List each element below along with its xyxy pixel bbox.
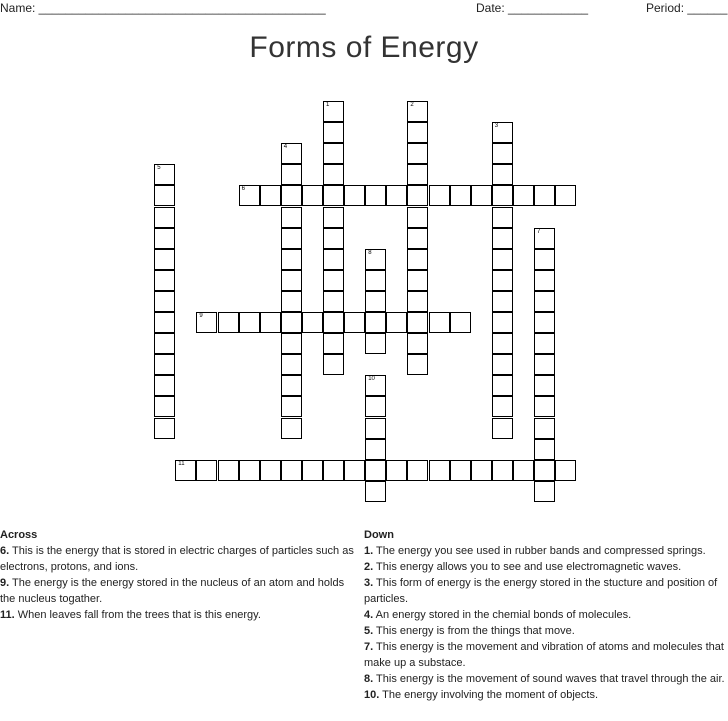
crossword-cell[interactable] [154, 333, 175, 354]
clue-down-5: 5. This energy is from the things that move. [364, 625, 575, 637]
crossword-cell[interactable] [302, 185, 323, 206]
crossword-cell[interactable] [281, 207, 302, 228]
crossword-cell[interactable] [407, 101, 428, 122]
crossword-cell[interactable] [407, 249, 428, 270]
crossword-cell[interactable] [323, 164, 344, 185]
crossword-cell[interactable] [450, 460, 471, 481]
crossword-cell[interactable] [555, 460, 576, 481]
clue-down-8: 8. This energy is the movement of sound waves that travel through the air. [364, 673, 725, 685]
clue-number: 3 [494, 123, 499, 130]
crossword-cell[interactable] [154, 249, 175, 270]
crossword-cell[interactable] [154, 228, 175, 249]
crossword-cell[interactable] [154, 164, 175, 185]
crossword-cell[interactable] [365, 333, 386, 354]
crossword-cell[interactable] [323, 270, 344, 291]
crossword-cell[interactable] [534, 396, 555, 417]
crossword-cell[interactable] [365, 418, 386, 439]
name-field: Name: ___________________________________________ [0, 1, 326, 15]
crossword-cell[interactable] [407, 460, 428, 481]
crossword-cell[interactable] [281, 460, 302, 481]
crossword-cell[interactable] [302, 312, 323, 333]
crossword-cell[interactable] [471, 185, 492, 206]
crossword-cell[interactable] [365, 249, 386, 270]
crossword-cell[interactable] [492, 270, 513, 291]
clue-across-6: 6. This is the energy that is stored in electric charges of particles such as electrons, protons, and ions. [0, 545, 354, 573]
crossword-cell[interactable] [492, 185, 513, 206]
across-clues [0, 527, 362, 623]
crossword-cell[interactable] [365, 270, 386, 291]
crossword-cell[interactable] [365, 439, 386, 460]
crossword-cell[interactable] [281, 354, 302, 375]
crossword-cell[interactable] [534, 354, 555, 375]
clue-down-10: 10. The energy involving the moment of objects. [364, 689, 598, 701]
clue-number: 7 [537, 228, 541, 235]
crossword-cell[interactable] [450, 312, 471, 333]
crossword-cell[interactable] [281, 270, 302, 291]
crossword-cell[interactable] [260, 185, 281, 206]
crossword-cell[interactable] [386, 460, 407, 481]
crossword-cell[interactable] [154, 354, 175, 375]
clue-across-11: 11. When leaves fall from the trees that is this energy. [0, 609, 261, 621]
crossword-cell[interactable] [407, 164, 428, 185]
crossword-cell[interactable] [492, 312, 513, 333]
crossword-cell[interactable] [534, 228, 555, 249]
crossword-cell[interactable] [323, 333, 344, 354]
crossword-cell[interactable] [281, 291, 302, 312]
clue-number: 9 [199, 313, 203, 319]
crossword-cell[interactable] [154, 291, 175, 312]
crossword-cell[interactable] [492, 228, 513, 249]
crossword-cell[interactable] [281, 143, 302, 164]
crossword-cell[interactable] [344, 460, 365, 481]
crossword-cell[interactable] [323, 312, 344, 333]
crossword-cell[interactable] [407, 122, 428, 143]
clue-down-1: 1. The energy you see used in rubber bands and compressed springs. [364, 545, 706, 557]
clue-number: 2 [410, 102, 414, 108]
crossword-cell[interactable] [492, 249, 513, 270]
crossword-cell[interactable] [323, 228, 344, 249]
crossword-cell[interactable] [239, 460, 260, 481]
clue-number: 11 [178, 460, 185, 467]
clue-down-7: 7. This energy is the movement and vibration of atoms and molecules that make up a substace. [364, 641, 724, 669]
crossword-cell[interactable] [492, 333, 513, 354]
crossword-cell[interactable] [492, 291, 513, 312]
crossword-cell[interactable] [323, 354, 344, 375]
page-title: Forms of Energy [249, 31, 479, 64]
crossword-cell[interactable] [154, 375, 175, 396]
clue-number: 10 [368, 376, 375, 383]
clue-number: 6 [241, 186, 245, 193]
crossword-cell[interactable] [492, 207, 513, 228]
crossword-cell[interactable] [239, 312, 260, 333]
crossword-cell[interactable] [407, 185, 428, 206]
down-heading: Down [364, 529, 394, 541]
crossword-cell[interactable] [323, 291, 344, 312]
crossword-cell[interactable] [429, 185, 450, 206]
crossword-cell[interactable] [365, 396, 386, 417]
crossword-cell[interactable] [555, 185, 576, 206]
clue-number: 8 [368, 249, 372, 256]
crossword-cell[interactable] [281, 333, 302, 354]
crossword-cell[interactable] [492, 460, 513, 481]
crossword-cell[interactable] [196, 312, 217, 333]
crossword-cell[interactable] [407, 270, 428, 291]
crossword-cell[interactable] [534, 185, 555, 206]
crossword-cell[interactable] [365, 460, 386, 481]
clue-across-9: 9. The energy is the energy stored in the nucleus of an atom and holds the nucleus togather. [0, 577, 345, 605]
clue-down-2: 2. This energy allows you to see and use electromagnetic waves. [364, 561, 682, 573]
crossword-cell[interactable] [281, 312, 302, 333]
date-field: Date: ____________ [476, 1, 589, 15]
crossword-cell[interactable] [534, 249, 555, 270]
crossword-cell[interactable] [281, 185, 302, 206]
crossword-cell[interactable] [196, 460, 217, 481]
crossword-cell[interactable] [323, 185, 344, 206]
crossword-cell[interactable] [513, 185, 534, 206]
crossword-cell[interactable] [407, 354, 428, 375]
crossword-cell[interactable] [407, 291, 428, 312]
crossword-cell[interactable] [323, 143, 344, 164]
clue-number: 1 [326, 102, 330, 108]
crossword-cell[interactable] [429, 460, 450, 481]
crossword-cell[interactable] [260, 460, 281, 481]
crossword-cell[interactable] [407, 312, 428, 333]
crossword-cell[interactable] [534, 333, 555, 354]
crossword-cell[interactable] [534, 312, 555, 333]
crossword-cell[interactable] [492, 354, 513, 375]
crossword-cell[interactable] [323, 460, 344, 481]
crossword-cell[interactable] [281, 396, 302, 417]
crossword-cell[interactable] [154, 312, 175, 333]
crossword-cell[interactable] [260, 312, 281, 333]
crossword-cell[interactable] [239, 185, 260, 206]
crossword-cell[interactable] [492, 143, 513, 164]
crossword-cell[interactable] [154, 185, 175, 206]
clue-number: 4 [283, 144, 288, 151]
crossword-cell[interactable] [492, 164, 513, 185]
crossword-cell[interactable] [513, 460, 534, 481]
crossword-cell[interactable] [281, 418, 302, 439]
crossword-cell[interactable] [281, 164, 302, 185]
crossword-cell[interactable] [281, 228, 302, 249]
crossword-cell[interactable] [175, 460, 196, 481]
crossword-cell[interactable] [407, 228, 428, 249]
crossword-cell[interactable] [323, 249, 344, 270]
crossword-cell[interactable] [302, 460, 323, 481]
crossword-cell[interactable] [386, 185, 407, 206]
crossword-cell[interactable] [154, 396, 175, 417]
crossword-cell[interactable] [323, 207, 344, 228]
crossword-cell[interactable] [492, 375, 513, 396]
crossword-cell[interactable] [154, 207, 175, 228]
crossword-cell[interactable] [407, 143, 428, 164]
crossword-cell[interactable] [323, 122, 344, 143]
crossword-cell[interactable] [365, 375, 386, 396]
crossword-cell[interactable] [429, 312, 450, 333]
crossword-cell[interactable] [365, 312, 386, 333]
clue-down-4: 4. An energy stored in the chemial bonds of molecules. [364, 609, 632, 621]
crossword-cell[interactable] [534, 439, 555, 460]
period-field: Period: ______ [646, 1, 728, 15]
crossword-cell[interactable] [365, 291, 386, 312]
crossword-cell[interactable] [365, 185, 386, 206]
crossword-cell[interactable] [492, 396, 513, 417]
crossword-cell[interactable] [281, 375, 302, 396]
clue-number: 5 [157, 165, 161, 172]
crossword-cell[interactable] [534, 481, 555, 502]
crossword-cell[interactable] [154, 270, 175, 291]
across-heading: Across [0, 529, 38, 541]
clue-down-3: 3. This form of energy is the energy stored in the stucture and position of particles. [364, 577, 718, 605]
crossword-cell[interactable] [534, 270, 555, 291]
crossword-cell[interactable] [407, 333, 428, 354]
crossword-cell[interactable] [471, 460, 492, 481]
crossword-cell[interactable] [281, 249, 302, 270]
crossword-cell[interactable] [534, 375, 555, 396]
crossword-cell[interactable] [534, 460, 555, 481]
crossword-cell[interactable] [154, 418, 175, 439]
crossword-cell[interactable] [492, 418, 513, 439]
crossword-cell[interactable] [386, 312, 407, 333]
crossword-cell[interactable] [534, 291, 555, 312]
crossword-cell[interactable] [218, 460, 239, 481]
crossword-cell[interactable] [365, 481, 386, 502]
crossword-cell[interactable] [407, 207, 428, 228]
crossword-cell[interactable] [344, 185, 365, 206]
crossword-cell[interactable] [492, 122, 513, 143]
down-clues [364, 527, 728, 703]
crossword-cell[interactable] [323, 101, 344, 122]
crossword-cell[interactable] [534, 418, 555, 439]
crossword-cell[interactable] [344, 312, 365, 333]
crossword-cell[interactable] [218, 312, 239, 333]
crossword-cell[interactable] [450, 185, 471, 206]
